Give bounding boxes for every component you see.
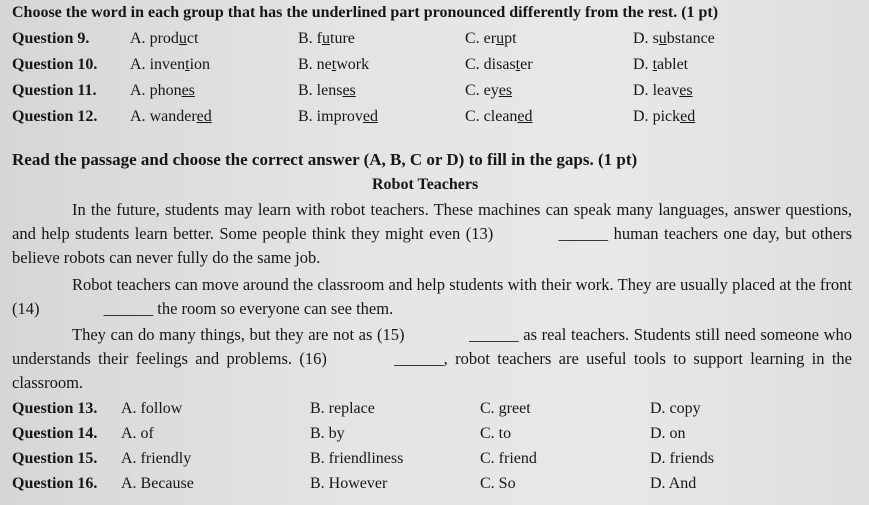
question-label: Question 11. [12, 82, 97, 99]
answer-option[interactable] [130, 108, 212, 126]
instruction-pronunciation: Choose the word in each group that has the underlined part pronounced differently from the rest. (1 pt) [12, 4, 719, 21]
option-word-part: ey [483, 82, 499, 99]
option-underlined-part: es [498, 82, 513, 99]
option-underlined-part: t [185, 56, 190, 73]
instruction-reading: Read the passage and choose the correct answer (A, B, C or D) to fill in the gaps. (1 pt) [12, 150, 638, 169]
answer-option[interactable] [633, 30, 715, 48]
option-word-part: s [652, 30, 659, 47]
option-word-part: phon [149, 82, 182, 99]
passage-text: as real teachers. Students still need someone who understands their feelings and problems. (16) [12, 325, 853, 368]
option-underlined-part: u [322, 30, 330, 47]
option-word-part: ablet [657, 56, 689, 73]
option-word-part: ne [316, 56, 332, 73]
answer-option[interactable]: C. friend [480, 450, 537, 467]
answer-option[interactable] [465, 30, 517, 48]
option-word-part: f [316, 30, 322, 47]
option-letter: B. [298, 108, 313, 125]
answer-option[interactable] [298, 108, 378, 126]
option-underlined-part: t [515, 56, 521, 73]
answer-option[interactable] [465, 108, 533, 126]
option-word-part: wander [149, 108, 197, 125]
option-word-part: lens [316, 82, 343, 99]
question-label: Question 16. [12, 475, 98, 492]
option-underlined-part: u [178, 30, 187, 47]
answer-option[interactable]: B. friendliness [310, 450, 404, 467]
option-letter: C. [465, 82, 480, 99]
passage-paragraph-2 [12, 273, 852, 321]
option-letter: A. [130, 82, 146, 99]
answer-option[interactable] [130, 30, 198, 48]
answer-option[interactable]: B. by [310, 425, 345, 442]
answer-option[interactable]: A. friendly [121, 450, 192, 467]
option-word-part: er [483, 30, 497, 47]
option-word-part: pick [652, 108, 681, 125]
answer-option[interactable]: D. copy [650, 400, 701, 417]
option-word-part: disas [483, 56, 516, 73]
option-word-part: leav [652, 82, 680, 99]
passage-text: In the future, students may learn with robot teachers. These machines can speak many languages, answer questions, and help students learn better. Some people think they might even (13) [12, 200, 852, 243]
answer-option[interactable]: A. of [121, 425, 154, 442]
option-letter: A. [130, 108, 146, 125]
question-label: Question 15. [12, 450, 98, 467]
passage-paragraph-3 [12, 323, 852, 395]
passage-paragraph-1 [12, 198, 852, 270]
option-word-part: work [336, 56, 370, 73]
option-letter: D. [633, 108, 649, 125]
gap-13: ______ [558, 224, 609, 243]
answer-option[interactable] [465, 82, 512, 100]
option-underlined-part: es [342, 82, 356, 99]
option-underlined-part: es [679, 82, 693, 99]
passage-text: Robot teachers can move around the classroom and help students with their work. They are usually placed at the front (14) [12, 275, 852, 318]
option-letter: B. [298, 82, 313, 99]
option-word-part: ct [186, 30, 199, 47]
answer-option[interactable]: D. on [650, 425, 686, 442]
option-letter: B. [298, 56, 313, 73]
option-letter: C. [465, 30, 480, 47]
question-label: Question 13. [12, 400, 98, 417]
option-word-part: er [520, 56, 533, 73]
passage-text: They can do many things, but they are not as (15) [72, 325, 410, 344]
option-word-part: inven [149, 56, 186, 73]
passage-text: , robot teachers are useful tools to support learning in the classroom. [12, 349, 852, 392]
answer-option[interactable]: C. greet [480, 400, 531, 417]
option-word-part: ion [189, 56, 211, 73]
answer-option[interactable] [298, 30, 355, 48]
answer-option[interactable] [633, 82, 693, 100]
option-word-part: pt [504, 30, 517, 47]
passage-text: human teachers one day, but others believe robots can never fully do the same job. [12, 224, 852, 267]
option-word-part: prod [149, 30, 179, 47]
option-word-part: bstance [666, 30, 715, 47]
answer-option[interactable] [130, 82, 195, 100]
option-underlined-part: es [181, 82, 195, 99]
gap-14: ______ [103, 299, 154, 318]
gap-15: ______ [469, 325, 519, 344]
answer-option[interactable]: C. So [480, 475, 516, 492]
answer-option[interactable] [633, 56, 688, 74]
question-label: Question 10. [12, 56, 98, 73]
option-letter: B. [298, 30, 313, 47]
question-label: Question 14. [12, 425, 98, 442]
answer-option[interactable] [633, 108, 695, 126]
answer-option[interactable] [130, 56, 210, 74]
option-underlined-part: u [496, 30, 505, 47]
option-word-part: improv [316, 108, 363, 125]
gap-16: ______ [394, 349, 444, 368]
option-underlined-part: t [331, 56, 337, 73]
answer-option[interactable]: B. replace [310, 400, 375, 417]
option-letter: C. [465, 108, 480, 125]
passage-text: the room so everyone can see them. [153, 299, 394, 318]
option-letter: D. [633, 30, 649, 47]
answer-option[interactable]: A. Because [121, 475, 194, 492]
question-label: Question 9. [12, 30, 90, 47]
answer-option[interactable]: D. friends [650, 450, 714, 467]
answer-option[interactable] [298, 56, 369, 74]
option-letter: D. [633, 82, 649, 99]
answer-option[interactable]: D. And [650, 475, 697, 492]
passage-title: Robot Teachers [372, 176, 479, 193]
option-underlined-part: t [652, 56, 658, 73]
option-letter: D. [633, 56, 649, 73]
question-label: Question 12. [12, 108, 98, 125]
answer-option[interactable] [465, 56, 533, 74]
option-letter: C. [465, 56, 480, 73]
answer-option[interactable]: C. to [480, 425, 512, 442]
option-underlined-part: u [658, 30, 667, 47]
option-underlined-part: ed [362, 108, 378, 125]
option-underlined-part: ed [680, 108, 696, 125]
answer-option[interactable]: B. However [310, 475, 388, 492]
answer-option[interactable]: A. follow [121, 400, 183, 417]
option-word-part: ture [330, 30, 355, 47]
option-word-part: clean [483, 108, 518, 125]
option-underlined-part: ed [196, 108, 212, 125]
answer-option[interactable] [298, 82, 356, 100]
option-underlined-part: ed [517, 108, 533, 125]
option-letter: A. [130, 30, 146, 47]
option-letter: A. [130, 56, 146, 73]
